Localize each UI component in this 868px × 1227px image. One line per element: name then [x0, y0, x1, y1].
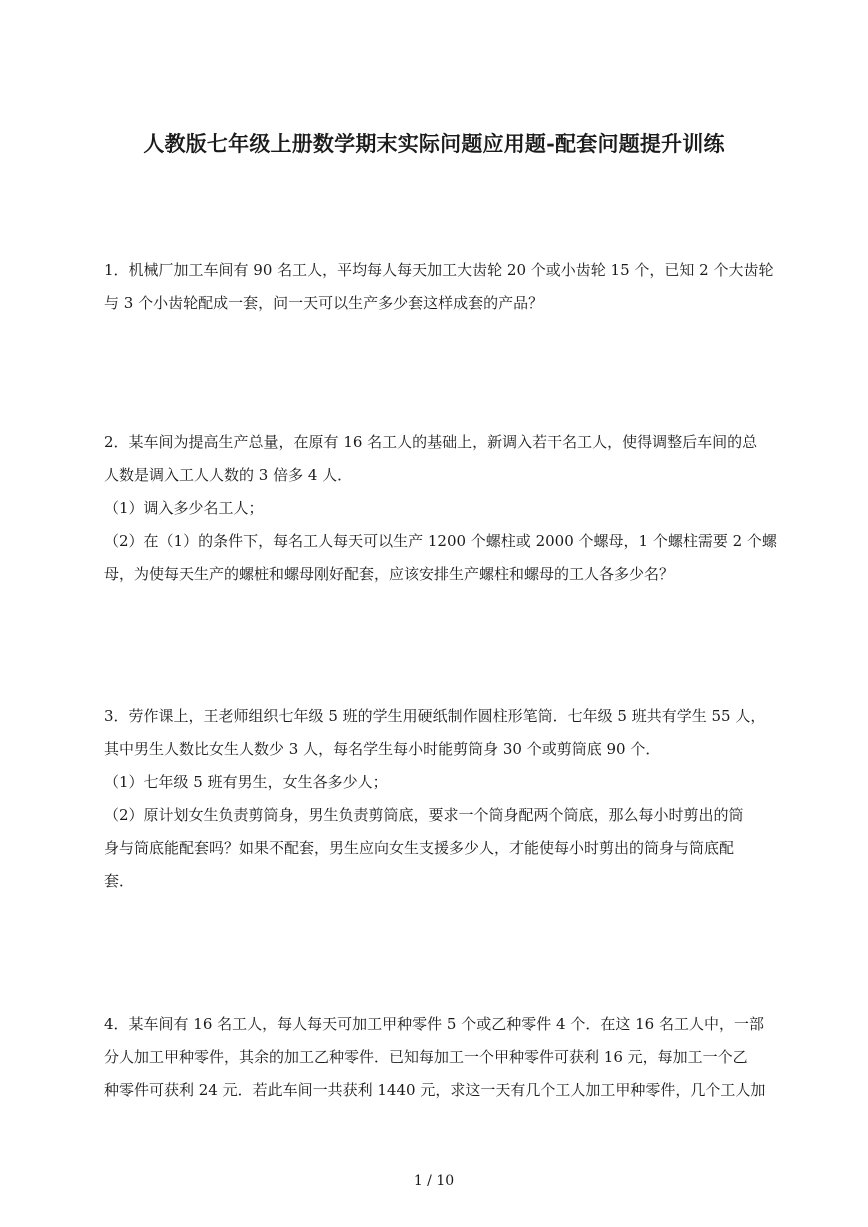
- problem-text-line: 4．某车间有 16 名工人，每人每天可加工甲种零件 5 个或乙种零件 4 个．在这 16 名工人中，一部: [104, 1015, 764, 1033]
- document-title: 人教版七年级上册数学期末实际问题应用题-配套问题提升训练: [143, 131, 725, 156]
- problem-text-line: 与 3 个小齿轮配成一套，问一天可以生产多少套这样成套的产品？: [104, 294, 544, 312]
- problem-text-line: （2）在（1）的条件下，每名工人每天可以生产 1200 个螺柱或 2000 个螺母，1 个螺柱需要 2 个螺: [104, 532, 777, 550]
- problem-text-line: 分人加工甲种零件，其余的加工乙种零件．已知每加工一个甲种零件可获利 16 元，每加工一个乙: [104, 1048, 748, 1066]
- problem-text-line: 母，为使每天生产的螺桩和螺母刚好配套，应该安排生产螺柱和螺母的工人各多少名？: [104, 565, 675, 583]
- problem-text-line: 其中男生人数比女生人数少 3 人，每名学生每小时能剪筒身 30 个或剪筒底 90 个．: [104, 740, 661, 758]
- page-number: 1 / 10: [413, 1173, 455, 1189]
- problem-text-line: （1）七年级 5 班有男生，女生各多少人；: [104, 773, 388, 791]
- problem-text-line: 套．: [104, 872, 135, 890]
- problem-2: [104, 426, 777, 591]
- problem-1: [104, 254, 774, 320]
- problem-text-line: 3．劳作课上，王老师组织七年级 5 班的学生用硬纸制作圆柱形笔筒．七年级 5 班共有学生 55 人，: [104, 707, 766, 725]
- problem-text-line: 1．机械厂加工车间有 90 名工人，平均每人每天加工大齿轮 20 个或小齿轮 15 个，已知 2 个大齿轮: [104, 261, 774, 279]
- problem-text-line: （1）调入多少名工人；: [104, 499, 264, 517]
- problem-text-line: （2）原计划女生负责剪筒身，男生负责剪筒底，要求一个筒身配两个筒底，那么每小时剪出的筒: [104, 806, 744, 824]
- problem-3: [104, 700, 766, 898]
- problem-4: [104, 1008, 766, 1107]
- problem-text-line: 2．某车间为提高生产总量，在原有 16 名工人的基础上，新调入若干名工人，使得调整后车间的总: [104, 433, 758, 451]
- problem-text-line: 人数是调入工人人数的 3 倍多 4 人．: [104, 466, 353, 484]
- problem-text-line: 种零件可获利 24 元．若此车间一共获利 1440 元，求这一天有几个工人加工甲种零件，几个工人加: [104, 1081, 766, 1099]
- problem-text-line: 身与筒底能配套吗？如果不配套，男生应向女生支援多少人，才能使每小时剪出的筒身与筒底配: [104, 839, 735, 857]
